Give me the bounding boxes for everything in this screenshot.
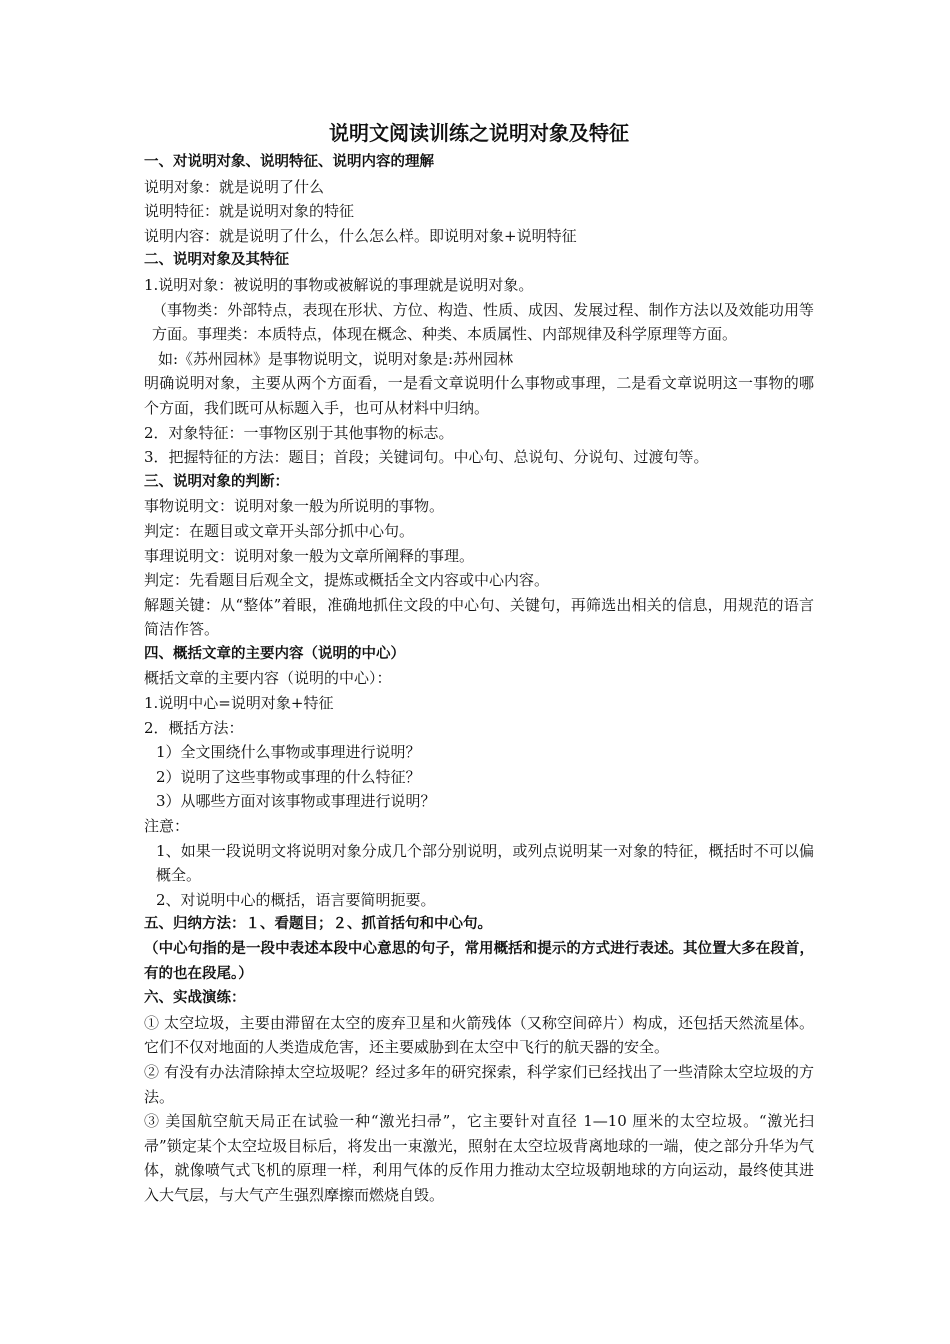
document-page xyxy=(144,118,814,1208)
paragraph-line: 注意： xyxy=(144,817,190,836)
section-heading: 三、说明对象的判断： xyxy=(144,473,289,490)
paragraph-line: 1.说明中心=说明对象+特征 xyxy=(144,694,334,713)
paragraph-line: 如:《苏州园林》是事物说明文，说明对象是:苏州园林 xyxy=(158,349,514,368)
paragraph-line: ② 有没有办法清除掉太空垃圾呢？经过多年的研究探索，科学家们已经找出了一些清除太空垃圾的方法。 xyxy=(144,1062,814,1106)
paragraph-line: 2）说明了这些事物或事理的什么特征？ xyxy=(156,767,421,786)
paragraph-line: 2．概括方法： xyxy=(144,718,244,737)
section-heading: 一、对说明对象、说明特征、说明内容的理解 xyxy=(144,154,434,170)
paragraph-line: 说明特征：就是说明对象的特征 xyxy=(144,202,355,221)
section-heading: 五、归纳方法：１、看题目；２、抓首括句和中心句。 xyxy=(144,916,492,933)
paragraph-line: ③ 美国航空航天局正在试验一种“激光扫帚”，它主要针对直径 1—10 厘米的太空垃圾。“激光扫帚”锁定某个太空垃圾目标后，将发出一束激光，照射在太空垃圾背离地球的一端，使之部分升华为气体，就像喷气式飞机的原理一样，利用气体的反作用力推动太空垃圾朝地球的方向运动，最终使其进入大气层，与大气产生强烈摩擦而燃烧自毁。 xyxy=(144,1112,814,1204)
section-heading: 二、说明对象及其特征 xyxy=(144,252,289,269)
paragraph-line: 明确说明对象，主要从两个方面看，一是看文章说明什么事物或事理，二是看文章说明这一事物的哪个方面，我们既可从标题入手，也可从材料中归纳。 xyxy=(144,374,814,417)
paragraph-line: 3．把握特征的方法：题目；首段；关键词句。中心句、总说句、分说句、过渡句等。 xyxy=(144,448,709,467)
section-heading: 四、概括文章的主要内容（说明的中心） xyxy=(144,645,405,662)
paragraph-line: 事理说明文：说明对象一般为文章所阐释的事理。 xyxy=(144,546,475,565)
paragraph-line: 2、对说明中心的概括，语言要简明扼要。 xyxy=(156,890,436,909)
paragraph-line: 事物说明文：说明对象一般为所说明的事物。 xyxy=(144,497,445,516)
section-heading: （中心句指的是一段中表述本段中心意思的句子，常用概括和提示的方式进行表述。其位置大多在段首，有的也在段尾。） xyxy=(144,941,814,982)
paragraph-line: 2．对象特征：一事物区别于其他事物的标志。 xyxy=(144,423,454,442)
paragraph-line: （事物类：外部特点，表现在形状、方位、构造、性质、成因、发展过程、制作方法以及效能功用等方面。事理类：本质特点，体现在概念、种类、本质属性、内部规律及科学原理等方面。 xyxy=(152,300,814,344)
paragraph-line: ① 太空垃圾，主要由滞留在太空的废弃卫星和火箭残体（又称空间碎片）构成，还包括天然流星体。它们不仅对地面的人类造成危害，还主要威胁到在太空中飞行的航天器的安全。 xyxy=(144,1013,814,1057)
paragraph-line: 解题关键：从“整体”着眼，准确地抓住文段的中心句、关键句，再筛选出相关的信息，用规范的语言简洁作答。 xyxy=(144,595,814,639)
section-heading: 六、实战演练： xyxy=(144,990,246,1007)
paragraph-line: 概括文章的主要内容（说明的中心）： xyxy=(144,669,392,688)
paragraph-line: 1）全文围绕什么事物或事理进行说明？ xyxy=(156,743,421,762)
paragraph-line: 说明内容：就是说明了什么，什么怎么样。即说明对象+说明特征 xyxy=(144,226,577,245)
paragraph-line: 判定：在题目或文章开头部分抓中心句。 xyxy=(144,521,415,540)
document-title: 说明文阅读训练之说明对象及特征 xyxy=(329,121,629,145)
paragraph-line: 判定：先看题目后观全文，提炼或概括全文内容或中心内容。 xyxy=(144,571,550,590)
paragraph-line: 1.说明对象：被说明的事物或被解说的事理就是说明对象。 xyxy=(144,275,534,294)
paragraph-line: 说明对象：就是说明了什么 xyxy=(144,177,325,196)
paragraph-line: 1、如果一段说明文将说明对象分成几个部分别说明，或列点说明某一对象的特征，概括时不可以偏概全。 xyxy=(156,841,814,885)
document-body xyxy=(144,150,814,1208)
paragraph-line: 3）从哪些方面对该事物或事理进行说明？ xyxy=(156,792,436,811)
